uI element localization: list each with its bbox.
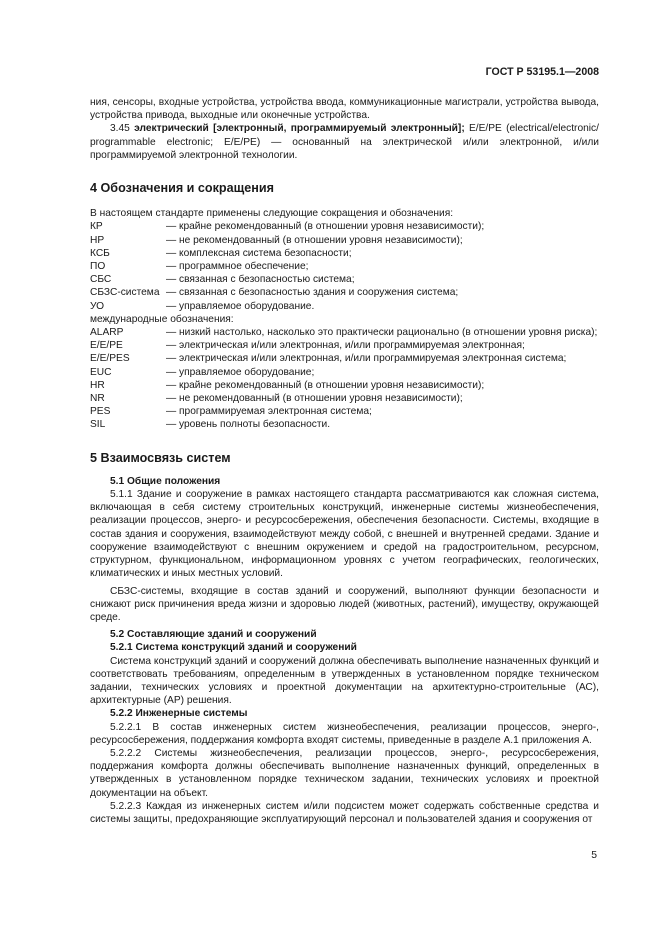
- section-4-title: 4 Обозначения и сокращения: [90, 181, 274, 196]
- abbreviation-row: [90, 260, 484, 273]
- abbreviation-definition: — уровень полноты безопасности.: [166, 419, 331, 431]
- subsection-5-1-title: 5.1 Общие положения: [110, 475, 221, 487]
- paragraph-5-1-1: 5.1.1 Здание и сооружение в рамках настоящего стандарта рассматриваются как сложная система, включающая в себя систему строительных конструкций, инженерные системы жизнеобеспечения, реализации процессов, энерго- и ресурсосбережения, обеспечения безопасности. Системы, входящие в состав здания и сооружения, взаимодействуют между собой, с внешней и внутренней средами. Здание и сооружение взаимодействуют с внешним окружением и средой на градостроительном, ресурсном, структурном, функциональном, информационном уровнях с учетом географических, геологических, климатических и иных местных условий.: [90, 489, 599, 580]
- page-number: 5: [591, 850, 597, 861]
- abbreviations-lead: В настоящем стандарте применены следующие сокращения и обозначения:: [90, 208, 454, 220]
- abbreviation-definition: — связанная с безопасностью здания и сооружения система;: [166, 287, 459, 299]
- paragraph-5-2-2-1: 5.2.2.1 В состав инженерных систем жизнеобеспечения, реализации процессов, энерго-, ресурсосбережения, поддержания комфорта входят системы, приведенные в разделе А.1 приложения А.: [90, 721, 599, 746]
- paragraph-5-2-2-3: 5.2.2.3 Каждая из инженерных систем и/или подсистем может содержать собственные средства и системы защиты, предохраняющие эксплуатирующий персонал и пользователей здания и сооружения от: [90, 800, 599, 825]
- abbreviation-row: [90, 220, 484, 233]
- abbreviation-definition: — управляемое оборудование.: [166, 300, 315, 312]
- abbreviation-term: PES: [90, 406, 111, 418]
- abbreviation-definition: — управляемое оборудование;: [166, 366, 315, 378]
- abbreviation-term: УО: [90, 300, 105, 312]
- paragraph-5-2-1: Система конструкций зданий и сооружений должна обеспечивать выполнение назначенных функций и соответствовать требованиям, определенным в утвержденных в установленном порядке техническом задании, технических условиях и проектной документации на архитектурно-строительные (АС), архитектурные (АР) решения.: [90, 655, 599, 707]
- abbreviation-term: СБС: [90, 274, 112, 286]
- abbreviation-row: [90, 300, 484, 313]
- abbreviation-definition: — программируемая электронная система;: [166, 406, 372, 418]
- continued-paragraph: ния, сенсоры, входные устройства, устройства ввода, коммуникационные магистрали, устройства вывода, устройства привода, выходные или оконечные устройства.: [90, 97, 599, 122]
- subsection-5-2-title: 5.2 Составляющие зданий и сооружений: [110, 629, 317, 641]
- abbreviation-row: [90, 286, 484, 299]
- abbreviation-row: [90, 392, 597, 405]
- abbreviation-definition: — связанная с безопасностью система;: [166, 274, 355, 286]
- abbreviation-row: [90, 366, 597, 379]
- abbreviation-row: [90, 273, 484, 286]
- abbreviation-row: [90, 339, 597, 352]
- abbreviation-term: КСБ: [90, 247, 110, 259]
- abbreviation-term: E/E/PE: [90, 340, 123, 352]
- abbreviation-term: HP: [90, 234, 105, 246]
- abbreviation-term: ПО: [90, 261, 106, 273]
- abbreviation-term: E/E/PES: [90, 353, 130, 365]
- abbreviation-term: EUC: [90, 366, 112, 378]
- abbreviation-definition: — крайне рекомендованный (в отношении уровня независимости);: [166, 379, 485, 391]
- abbreviation-term: SIL: [90, 419, 106, 431]
- abbreviation-term: ALARP: [90, 327, 124, 339]
- subsection-5-2-1-title: 5.2.1 Система конструкций зданий и сооружений: [110, 642, 357, 654]
- definition-term: электрический [электронный, программируемый электронный];: [134, 123, 465, 135]
- page-content: [90, 96, 599, 826]
- abbreviation-definition: — низкий настолько, насколько это практически рационально (в отношении уровня риска);: [166, 327, 598, 339]
- abbreviation-row: [90, 352, 597, 365]
- standard-header: ГОСТ Р 53195.1—2008: [485, 66, 599, 78]
- abbreviation-definition: — электрическая и/или электронная, и/или программируемая электронная система;: [166, 353, 567, 365]
- abbreviation-row: [90, 234, 484, 247]
- abbreviation-row: [90, 418, 597, 431]
- abbreviation-row: [90, 326, 597, 339]
- abbreviation-row: [90, 379, 597, 392]
- abbreviation-definition: — крайне рекомендованный (в отношении уровня независимости);: [166, 221, 485, 233]
- abbreviation-definition: — комплексная система безопасности;: [166, 247, 352, 259]
- abbreviation-term: КР: [90, 221, 103, 233]
- abbreviation-term: HR: [90, 379, 105, 391]
- abbreviations-table: [90, 220, 484, 312]
- abbreviation-term: СБЗС-система: [90, 287, 160, 299]
- abbreviation-definition: — не рекомендованный (в отношении уровня независимости);: [166, 234, 463, 246]
- abbreviation-term: NR: [90, 393, 105, 405]
- subsection-5-2-2-title: 5.2.2 Инженерные системы: [110, 708, 248, 720]
- section-5-title: 5 Взаимосвязь систем: [90, 450, 231, 465]
- abbreviation-row: [90, 247, 484, 260]
- abbreviation-row: [90, 405, 597, 418]
- abbreviation-definition: — программное обеспечение;: [166, 261, 309, 273]
- abbreviation-definition: — электрическая и/или электронная, и/или программируемая электронная;: [166, 340, 525, 352]
- abbreviation-definition: — не рекомендованный (в отношении уровня независимости);: [166, 393, 463, 405]
- definition-3-45: [90, 122, 599, 162]
- paragraph-5-1-1-continued: СБЗС-системы, входящие в состав зданий и сооружений, выполняют функции безопасности и снижают риск причинения вреда жизни и здоровью людей (животных, растений), имуществу, окружающей среде.: [90, 585, 599, 623]
- paragraph-5-2-2-2: 5.2.2.2 Системы жизнеобеспечения, реализации процессов, энерго-, ресурсосбережения, поддержания комфорта должны обеспечивать выполнение назначенных функций, определенных в утвержденных в установленном порядке техническом задании, технических условиях и проектной документации на объект.: [90, 747, 599, 799]
- international-label: международные обозначения:: [90, 313, 234, 325]
- definition-text: E/E/PE (electrical/electronic/ programmable electronic; E/E/PE) — основанный на электрической и/или электронной, и/или программируемой электронной технологии.: [90, 123, 599, 161]
- international-abbreviations-table: [90, 326, 597, 432]
- definition-number: 3.45: [110, 123, 130, 135]
